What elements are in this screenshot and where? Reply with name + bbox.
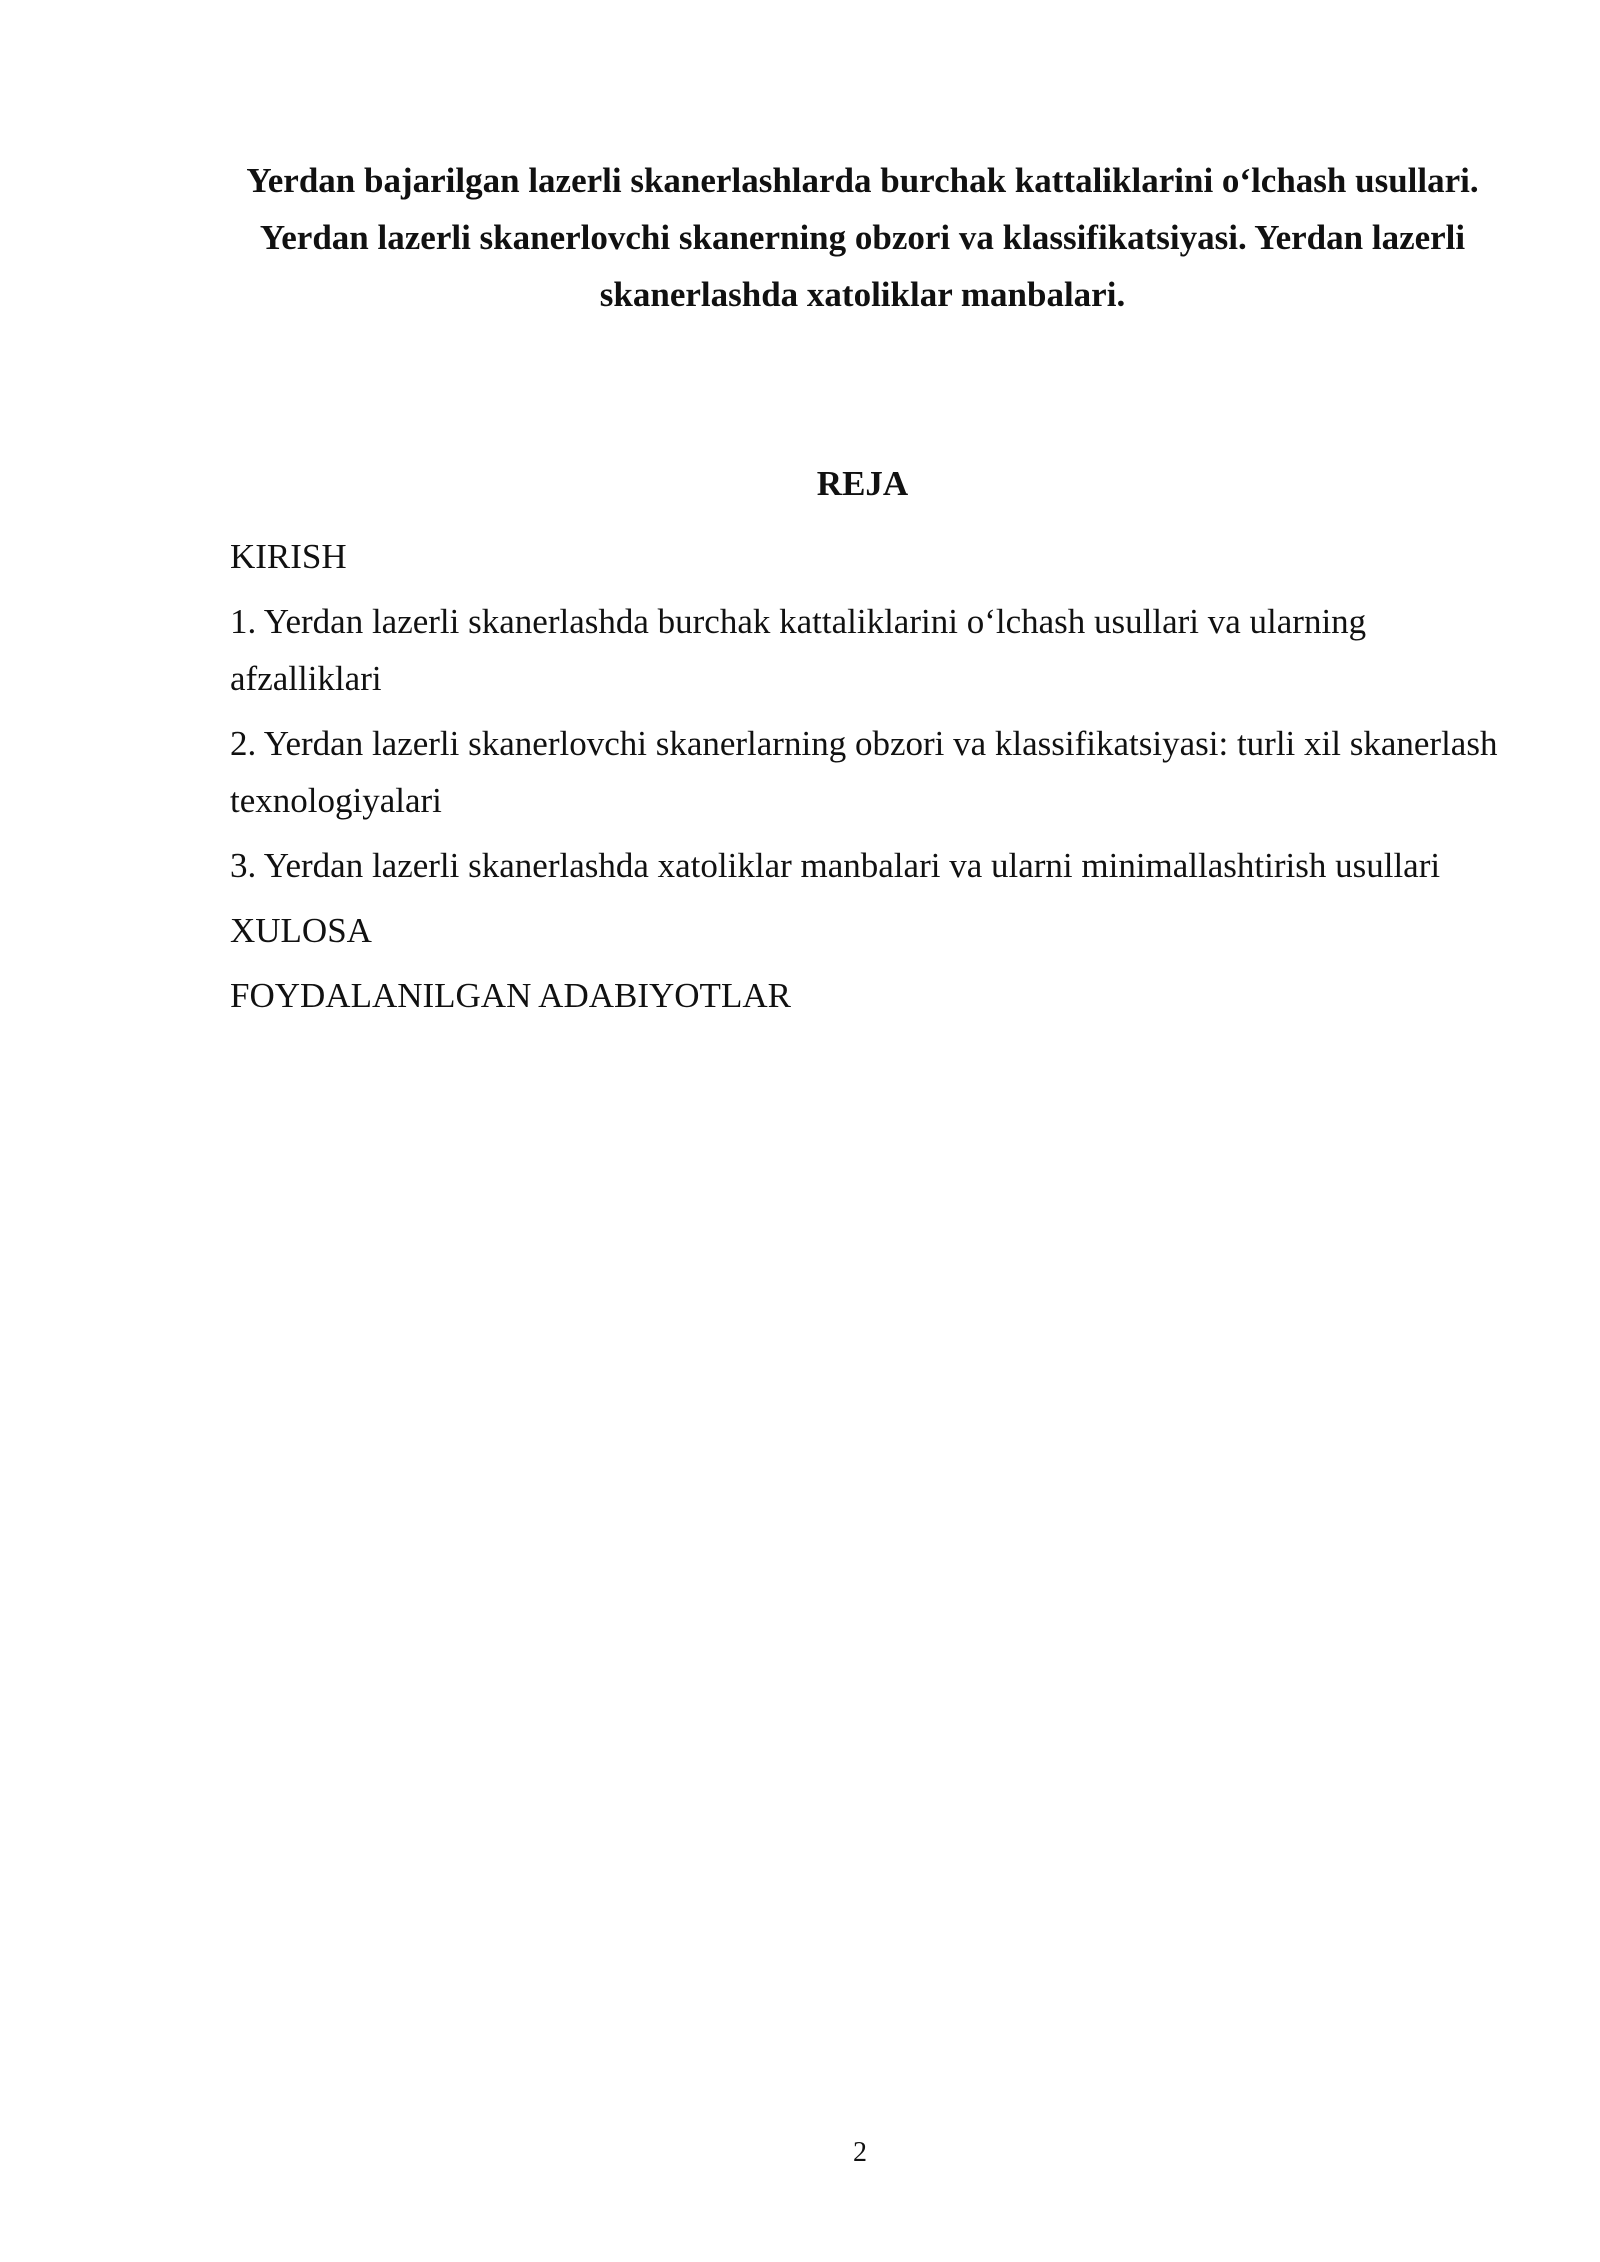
toc-item-conclusion: XULOSA xyxy=(230,911,372,950)
toc-item-references: FOYDALANILGAN ADABIYOTLAR xyxy=(230,976,791,1015)
page-number: 2 xyxy=(853,2137,867,2168)
table-of-contents xyxy=(230,528,1500,1032)
document-title: Yerdan bajarilgan lazerli skanerlashlarda burchak kattaliklarini o‘lchash usullari. Yerdan lazerli skanerlovchi skanerning obzori va klassifikatsiyasi. Yerdan lazerli skanerlashda xatoliklar manbalari. xyxy=(246,161,1479,314)
toc-item-3: 3. Yerdan lazerli skanerlashda xatoliklar manbalari va ularni minimallashtirish usullari xyxy=(230,846,1441,885)
toc-item-introduction: KIRISH xyxy=(230,537,347,576)
plan-heading: REJA xyxy=(816,464,909,503)
toc-item-1: 1. Yerdan lazerli skanerlashda burchak kattaliklarini o‘lchash usullari va ularning afzalliklari xyxy=(230,602,1367,698)
toc-item-2: 2. Yerdan lazerli skanerlovchi skanerlarning obzori va klassifikatsiyasi: turli xil skanerlash texnologiyalari xyxy=(230,724,1498,820)
